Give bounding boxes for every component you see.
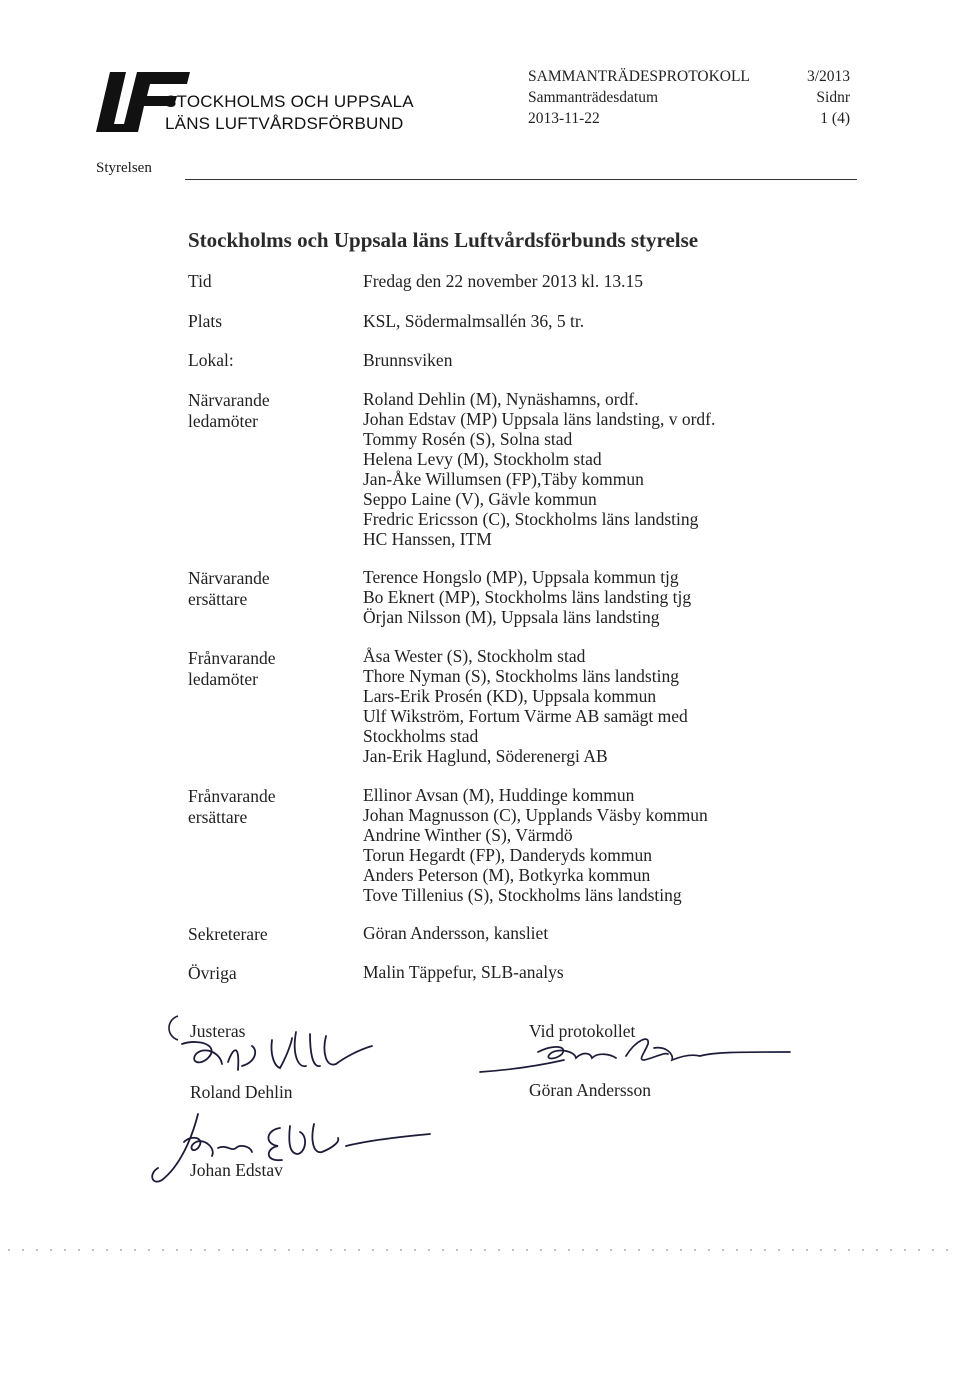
list-item: Bo Eknert (MP), Stockholms läns landsting tjg — [363, 587, 692, 607]
place-value: KSL, Södermalmsallén 36, 5 tr. — [363, 311, 585, 331]
absent-members-label: Frånvarande ledamöter — [188, 648, 276, 689]
header-divider — [185, 179, 857, 180]
present-substitutes-label: Närvarande ersättare — [188, 568, 270, 609]
others-label: Övriga — [188, 963, 237, 983]
absent-members-list — [363, 646, 688, 766]
secretary-value: Göran Andersson, kansliet — [363, 923, 549, 943]
list-item: Tove Tillenius (S), Stockholms läns landsting — [363, 885, 682, 905]
absent-substitutes-label: Frånvarande ersättare — [188, 786, 276, 827]
page-label: Sidnr — [816, 89, 850, 106]
date-label: Sammanträdesdatum — [528, 89, 658, 106]
list-item: Jan-Erik Haglund, Söderenergi AB — [363, 746, 608, 766]
absent-substitutes-list — [363, 785, 708, 905]
others-value: Malin Täppefur, SLB-analys — [363, 962, 564, 982]
doc-type: SAMMANTRÄDESPROTOKOLL — [528, 68, 750, 85]
scan-dotted-line — [0, 1245, 960, 1255]
list-item: Torun Hegardt (FP), Danderyds kommun — [363, 845, 652, 865]
list-item: Johan Magnusson (C), Upplands Väsby kommun — [363, 805, 708, 825]
list-item: Seppo Laine (V), Gävle kommun — [363, 489, 597, 509]
present-substitutes-list — [363, 567, 691, 627]
page-value: 1 (4) — [820, 110, 850, 127]
list-item: Ellinor Avsan (M), Huddinge kommun — [363, 785, 635, 805]
present-members-label: Närvarande ledamöter — [188, 390, 270, 431]
list-item: Thore Nyman (S), Stockholms läns landsting — [363, 666, 679, 686]
date-value: 2013-11-22 — [528, 110, 600, 127]
list-item: Tommy Rosén (S), Solna stad — [363, 429, 573, 449]
secretary-label: Sekreterare — [188, 924, 268, 944]
list-item: Johan Edstav (MP) Uppsala läns landsting, v ordf. — [363, 409, 716, 429]
adjuster1-name: Roland Dehlin — [190, 1082, 293, 1102]
unit-name: Styrelsen — [96, 160, 152, 176]
list-item: Jan-Åke Willumsen (FP),Täby kommun — [363, 469, 644, 489]
list-item: Örjan Nilsson (M), Uppsala läns landsting — [363, 607, 660, 627]
list-item: Helena Levy (M), Stockholm stad — [363, 449, 602, 469]
doc-number: 3/2013 — [806, 68, 850, 85]
org-name-line2: LÄNS LUFTVÅRDSFÖRBUND — [165, 114, 404, 133]
list-item: Åsa Wester (S), Stockholm stad — [363, 646, 586, 666]
adjuster2-name: Johan Edstav — [190, 1160, 283, 1180]
time-label: Tid — [188, 271, 212, 291]
list-item: Lars-Erik Prosén (KD), Uppsala kommun — [363, 686, 657, 706]
time-value: Fredag den 22 november 2013 kl. 13.15 — [363, 271, 643, 291]
list-item: Roland Dehlin (M), Nynäshamns, ordf. — [363, 389, 639, 409]
org-name-line1: STOCKHOLMS OCH UPPSALA — [165, 92, 414, 111]
protocol-label: Vid protokollet — [529, 1021, 636, 1041]
present-members-list — [363, 389, 715, 549]
list-item: Ulf Wikström, Fortum Värme AB samägt med — [363, 706, 688, 726]
page-title: Stockholms och Uppsala läns Luftvårdsförbunds styrelse — [188, 228, 699, 252]
list-item: Terence Hongslo (MP), Uppsala kommun tjg — [363, 567, 679, 587]
signature-roland-dehlin-icon — [160, 1010, 400, 1090]
list-item: Stockholms stad — [363, 726, 479, 746]
room-value: Brunnsviken — [363, 350, 453, 370]
list-item: Anders Peterson (M), Botkyrka kommun — [363, 865, 651, 885]
place-label: Plats — [188, 311, 223, 331]
list-item: Andrine Winther (S), Värmdö — [363, 825, 573, 845]
list-item: Fredric Ericsson (C), Stockholms läns landsting — [363, 509, 699, 529]
signature-goran-andersson-icon — [478, 1030, 798, 1080]
list-item: HC Hanssen, ITM — [363, 529, 492, 549]
room-label: Lokal: — [188, 350, 234, 370]
signature-johan-edstav-icon — [140, 1108, 440, 1188]
secretary-signature-name: Göran Andersson — [529, 1080, 651, 1100]
adjuster-label: Justeras — [190, 1021, 246, 1041]
